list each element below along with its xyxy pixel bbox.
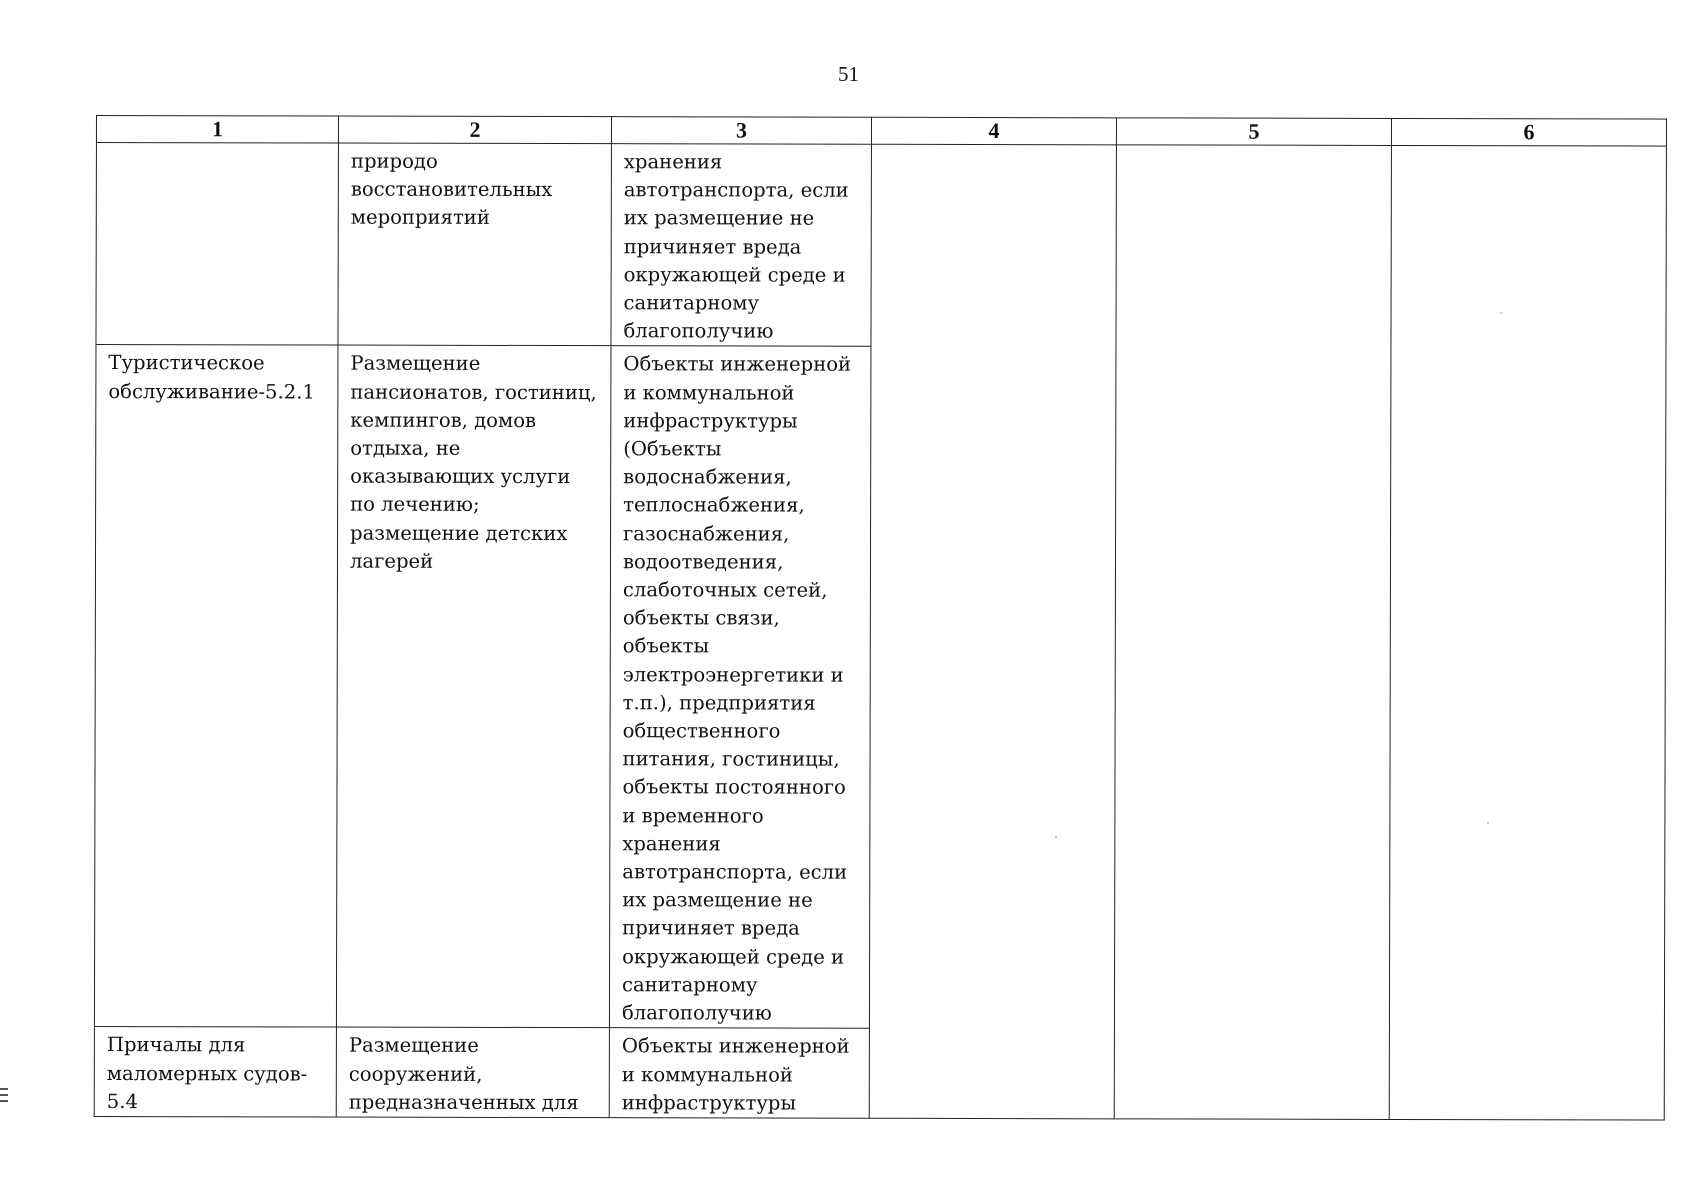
cell-text: Туристическое обслуживание-5.2.1: [108, 351, 315, 404]
cell-text: Причалы для маломерных судов- 5.4: [106, 1033, 308, 1113]
column-header-6: 6: [1391, 118, 1666, 146]
table-cell: [611, 144, 871, 347]
table-cell: [609, 1028, 869, 1118]
column-header-1: 1: [96, 116, 338, 144]
table-cell: [96, 143, 338, 346]
column-header-3: 3: [611, 117, 871, 145]
cell-text: Размещение пансионатов, гостиниц, кемпингов, домов отдыха, не оказывающих услуги по лечению; размещение детских лагерей: [349, 351, 597, 573]
column-header-4: 4: [871, 117, 1116, 145]
column-header-5: 5: [1116, 118, 1391, 146]
empty-cell-col-4: [869, 144, 1116, 1118]
column-header-2: 2: [338, 116, 611, 144]
cell-text: хранения автотранспорта, если их размещение не причиняет вреда окружающей среде и санитарному благополучию: [623, 150, 849, 343]
page-number: 51: [838, 62, 859, 86]
cell-text: Размещение сооружений, предназначенных для: [348, 1033, 579, 1114]
cell-text: Объекты инженерной и коммунальной инфраструктуры (Объекты водоснабжения, теплоснабжения, газоснабжения, водоотведения, слаботочных сетей, объекты связи, объекты электроэнергетики и т.п.), предприятия общественного питания, гостиницы, объекты постоянного и временного хранения автотранспорта, если их размещение не причиняет вреда окружающей среде и санитарному благополучию: [621, 352, 852, 1025]
table-cell: [338, 143, 611, 346]
table-cell: [609, 346, 871, 1028]
scan-margin-mark: [0, 1094, 8, 1096]
scan-margin-mark: [0, 1088, 8, 1090]
table-row: [96, 143, 1666, 349]
zoning-table: [94, 115, 1667, 1120]
table-header-row: [96, 116, 1666, 147]
empty-cell-col-5: [1114, 145, 1391, 1120]
scan-speck: [1055, 836, 1057, 838]
table-cell: [336, 345, 611, 1027]
cell-text: [97, 143, 338, 148]
table-cell: [94, 1027, 336, 1117]
table-cell: [94, 345, 338, 1027]
scan-speck: [1487, 822, 1489, 824]
cell-text: Объекты инженерной и коммунальной инфраструктуры: [621, 1034, 850, 1115]
cell-text: природо восстановительных мероприятий: [350, 149, 553, 230]
empty-cell-col-6: [1389, 145, 1666, 1120]
table-cell: [336, 1027, 609, 1117]
scan-margin-mark: [0, 1100, 8, 1102]
scan-speck: [1500, 312, 1502, 314]
